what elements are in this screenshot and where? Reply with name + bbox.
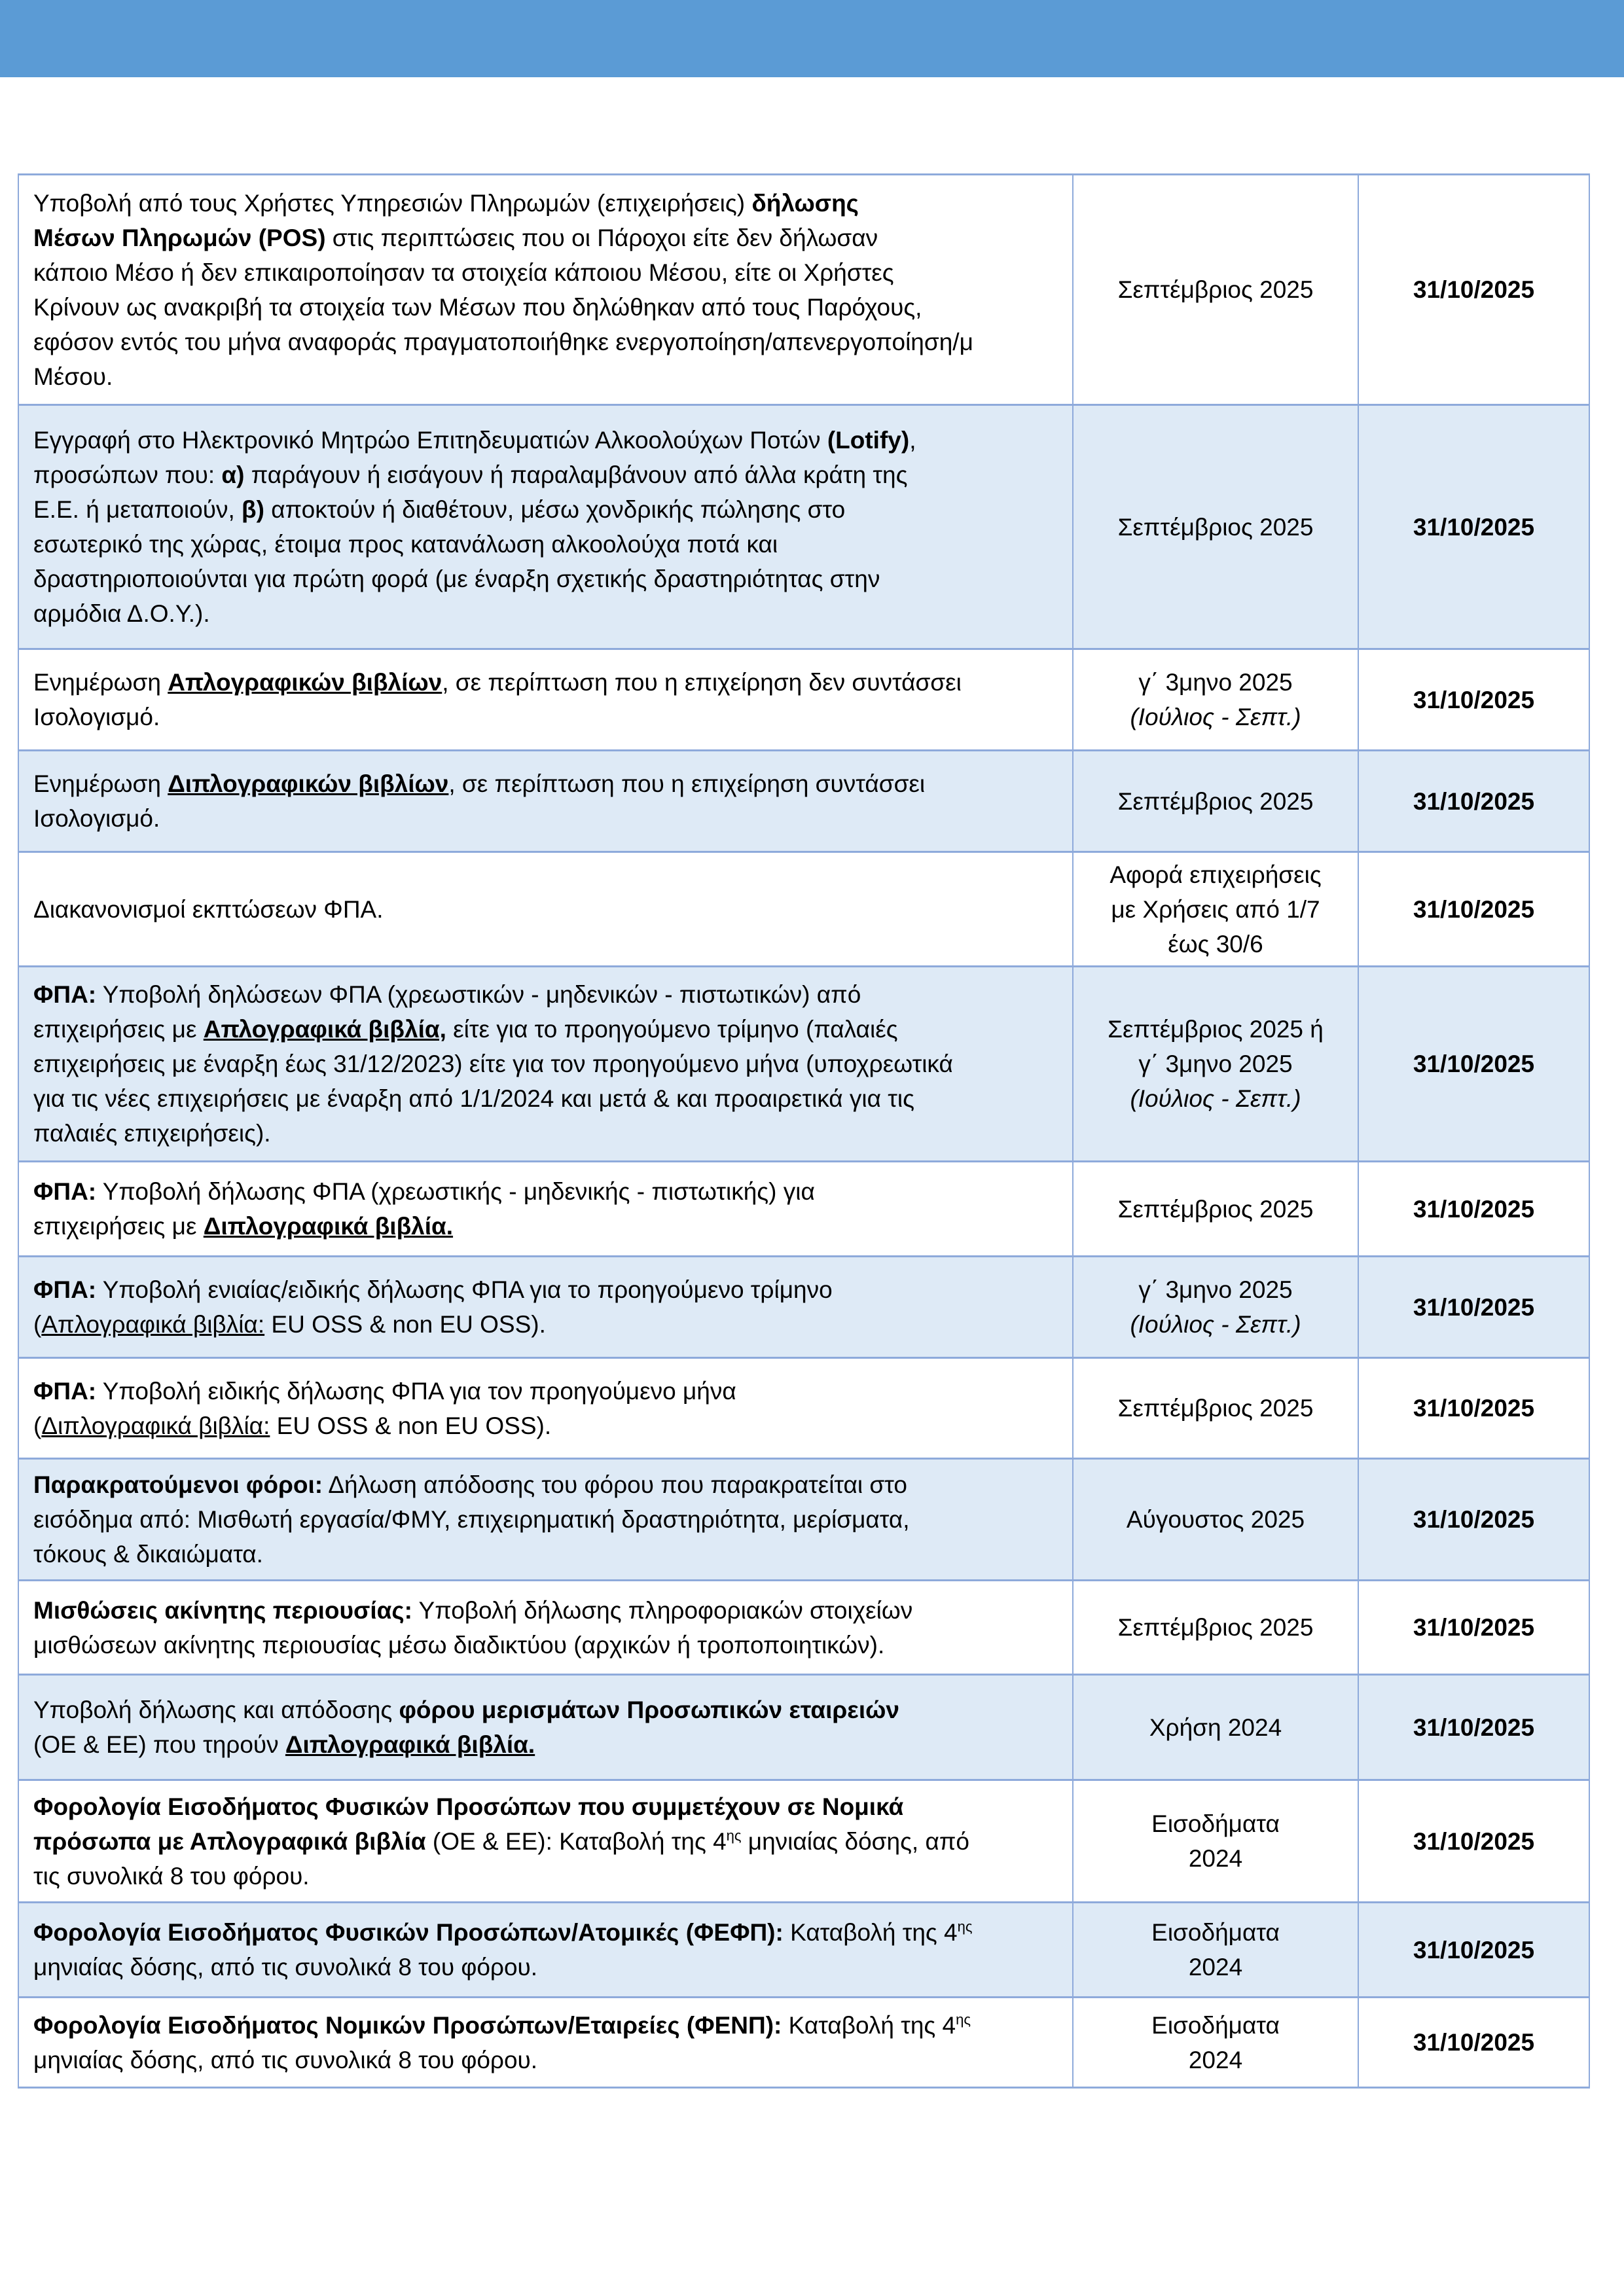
description-line: [33, 2043, 1058, 2077]
text-run: κάποιο Μέσο ή δεν επικαιροποίησαν τα στοιχεία κάποιου Μέσου, είτε οι Χρήστες: [33, 259, 894, 286]
table-row: [18, 1581, 1589, 1675]
description-line: [33, 290, 1058, 325]
text-run: Καταβολή της 4: [782, 2011, 956, 2039]
period-line: Σεπτέμβριος 2025: [1117, 787, 1314, 815]
table-row: [18, 1257, 1589, 1358]
obligation-description: [18, 1358, 1073, 1459]
text-run: στις περιπτώσεις που οι Πάροχοι είτε δεν δήλωσαν: [325, 224, 878, 251]
table-row: [18, 1998, 1589, 2088]
text-run: Φορολογία Εισοδήματος Φυσικών Προσώπων/Ατομικές (ΦΕΦΠ):: [33, 1919, 784, 1946]
description-line: [33, 325, 1058, 359]
reference-period: [1073, 405, 1358, 649]
description-line: [33, 801, 1058, 836]
text-run: επιχειρήσεις με έναρξη έως 31/12/2023) είτε για τον προηγούμενο μήνα (υποχρεωτικά: [33, 1050, 953, 1077]
text-run: (ΟΕ & ΕΕ): Καταβολή της 4: [425, 1827, 727, 1855]
text-run: Υποβολή δήλωσης ΦΠΑ (χρεωστικής - μηδενικής - πιστωτικής) για: [96, 1178, 815, 1205]
obligation-description: [18, 1459, 1073, 1581]
description-line: [33, 1628, 1058, 1662]
description-line: [33, 1272, 1058, 1307]
period-line: Σεπτέμβριος 2025: [1117, 1395, 1314, 1422]
description-line: [33, 221, 1058, 255]
deadline-date: 31/10/2025: [1358, 1780, 1589, 1903]
period-line: (Ιούλιος - Σεπτ.): [1130, 1085, 1301, 1112]
period-line: Εισοδήματα: [1151, 1810, 1280, 1837]
text-run: Διπλογραφικά βιβλία.: [203, 1213, 454, 1240]
period-line: Εισοδήματα: [1151, 1919, 1280, 1946]
period-line: (Ιούλιος - Σεπτ.): [1130, 1311, 1301, 1338]
deadline-date: 31/10/2025: [1358, 405, 1589, 649]
text-run: μηνιαίας δόσης, από: [741, 1827, 969, 1855]
period-line: 2024: [1188, 1845, 1243, 1872]
table-row: [18, 751, 1589, 852]
text-run: ΦΠΑ:: [33, 1377, 97, 1405]
obligation-description: [18, 405, 1073, 649]
text-run: δήλωσης: [751, 189, 859, 217]
description-line: [33, 1915, 1058, 1950]
text-run: Διακανονισμοί εκπτώσεων ΦΠΑ.: [33, 895, 384, 923]
reference-period: [1073, 1459, 1358, 1581]
text-run: Φορολογία Εισοδήματος Νομικών Προσώπων/Εταιρείες (ΦΕΝΠ):: [33, 2011, 782, 2039]
header-band: [0, 0, 1624, 77]
text-run: β): [242, 496, 264, 523]
description-line: [33, 1116, 1058, 1151]
period-line: Σεπτέμβριος 2025: [1117, 513, 1314, 541]
text-run: δραστηριοποιούνται για πρώτη φορά (με έναρξη σχετικής δραστηριότητας στην: [33, 565, 880, 592]
text-run: ,: [909, 427, 916, 454]
description-line: [33, 892, 1058, 927]
text-run: μηνιαίας δόσης, από τις συνολικά 8 του φόρου.: [33, 2046, 538, 2073]
text-run: Υποβολή δηλώσεων ΦΠΑ (χρεωστικών - μηδενικών - πιστωτικών) από: [96, 981, 861, 1008]
period-line: Αύγουστος 2025: [1126, 1506, 1305, 1533]
text-run: Υποβολή δήλωσης πληροφοριακών στοιχείων: [412, 1596, 913, 1624]
superscript: ης: [726, 1827, 742, 1844]
text-run: (ΟΕ & ΕΕ) που τηρούν: [33, 1731, 285, 1758]
text-run: Απλογραφικά βιβλία:: [41, 1311, 265, 1338]
period-line: με Χρήσεις από 1/7: [1111, 895, 1320, 923]
text-run: EU OSS & non EU OSS).: [264, 1311, 546, 1338]
table-row: [18, 1780, 1589, 1903]
text-run: , σε περίπτωση που η επιχείρηση συντάσσει: [448, 770, 926, 797]
text-run: πρόσωπα με Απλογραφικά βιβλία: [33, 1827, 426, 1855]
table-row: [18, 1675, 1589, 1780]
period-line: Αφορά επιχειρήσεις: [1110, 861, 1322, 888]
description-line: [33, 527, 1058, 562]
description-line: [33, 596, 1058, 631]
deadline-date: 31/10/2025: [1358, 751, 1589, 852]
description-line: [33, 1012, 1058, 1047]
description-line: [33, 2008, 1058, 2043]
reference-period: [1073, 852, 1358, 967]
text-run: Υποβολή ενιαίας/ειδικής δήλωσης ΦΠΑ για το προηγούμενο τρίμηνο: [96, 1276, 833, 1303]
text-run: Μέσων Πληρωμών (POS): [33, 224, 326, 251]
description-line: [33, 1374, 1058, 1408]
superscript: ης: [956, 2011, 971, 2028]
text-run: α): [221, 461, 245, 488]
text-run: φόρου μερισμάτων Προσωπικών εταιρειών: [399, 1696, 899, 1723]
description-line: [33, 186, 1058, 221]
period-line: Χρήση 2024: [1149, 1713, 1282, 1741]
text-run: Μισθώσεις ακίνητης περιουσίας:: [33, 1596, 412, 1624]
text-run: Μέσου.: [33, 363, 113, 390]
deadline-date: 31/10/2025: [1358, 175, 1589, 405]
text-run: παλαιές επιχειρήσεις).: [33, 1120, 271, 1147]
period-line: Σεπτέμβριος 2025 ή: [1108, 1016, 1324, 1043]
text-run: EU OSS & non EU OSS).: [270, 1412, 552, 1439]
text-run: Απλογραφικά βιβλία,: [203, 1016, 446, 1043]
text-run: Ισολογισμό.: [33, 805, 160, 832]
deadline-date: 31/10/2025: [1358, 1998, 1589, 2088]
deadline-date: 31/10/2025: [1358, 1257, 1589, 1358]
text-run: Παρακρατούμενοι φόροι:: [33, 1471, 323, 1498]
period-line: γ΄ 3μηνο 2025: [1138, 1276, 1293, 1303]
tax-deadlines-table: [18, 173, 1590, 2089]
text-run: Καταβολή της 4: [783, 1919, 958, 1946]
description-line: [33, 665, 1058, 700]
text-run: ΦΠΑ:: [33, 1178, 97, 1205]
reference-period: [1073, 1162, 1358, 1257]
table-row: [18, 1358, 1589, 1459]
text-run: μηνιαίας δόσης, από τις συνολικά 8 του φόρου.: [33, 1954, 538, 1981]
description-line: [33, 1950, 1058, 1984]
obligation-description: [18, 751, 1073, 852]
table-row: [18, 405, 1589, 649]
text-run: ΦΠΑ:: [33, 1276, 97, 1303]
text-run: Διπλογραφικά βιβλία.: [285, 1731, 535, 1758]
text-run: Ισολογισμό.: [33, 704, 160, 730]
superscript: ης: [957, 1918, 973, 1935]
description-line: [33, 1537, 1058, 1571]
obligation-description: [18, 852, 1073, 967]
description-line: [33, 700, 1058, 734]
description-line: [33, 1727, 1058, 1762]
text-run: προσώπων που:: [33, 461, 222, 488]
deadline-date: 31/10/2025: [1358, 1358, 1589, 1459]
reference-period: [1073, 1675, 1358, 1780]
period-line: Εισοδήματα: [1151, 2011, 1280, 2039]
obligation-description: [18, 1903, 1073, 1998]
deadline-date: 31/10/2025: [1358, 1459, 1589, 1581]
text-run: Εγγραφή στο Ηλεκτρονικό Μητρώο Επιτηδευματιών Αλκοολούχων Ποτών: [33, 427, 827, 454]
reference-period: [1073, 649, 1358, 751]
text-run: επιχειρήσεις με: [33, 1213, 204, 1240]
deadline-date: 31/10/2025: [1358, 852, 1589, 967]
text-run: τις συνολικά 8 του φόρου.: [33, 1862, 310, 1890]
text-run: Απλογραφικών βιβλίων: [168, 669, 442, 696]
reference-period: [1073, 751, 1358, 852]
description-line: [33, 1467, 1058, 1502]
text-run: Κρίνουν ως ανακριβή τα στοιχεία των Μέσων που δηλώθηκαν από τους Παρόχους,: [33, 293, 922, 321]
description-line: [33, 1209, 1058, 1244]
table-row: [18, 967, 1589, 1162]
text-run: παράγουν ή εισάγουν ή παραλαμβάνουν από άλλα κράτη της: [244, 461, 908, 488]
description-line: [33, 766, 1058, 801]
text-run: Ενημέρωση: [33, 669, 168, 696]
text-run: Ε.Ε. ή μεταποιούν,: [33, 496, 242, 523]
text-run: εισόδημα από: Μισθωτή εργασία/ΦΜΥ, επιχειρηματική δραστηριότητα, μερίσματα,: [33, 1506, 910, 1533]
description-line: [33, 1693, 1058, 1727]
obligation-description: [18, 1162, 1073, 1257]
reference-period: [1073, 1780, 1358, 1903]
description-line: [33, 1789, 1058, 1824]
obligation-description: [18, 1257, 1073, 1358]
reference-period: [1073, 967, 1358, 1162]
description-line: [33, 1824, 1058, 1859]
text-run: , σε περίπτωση που η επιχείρηση δεν συντάσσει: [442, 669, 962, 696]
period-line: (Ιούλιος - Σεπτ.): [1130, 704, 1301, 730]
table-row: [18, 649, 1589, 751]
table-row: [18, 1459, 1589, 1581]
description-line: [33, 977, 1058, 1012]
text-run: αποκτούν ή διαθέτουν, μέσω χονδρικής πώλησης στο: [264, 496, 846, 523]
obligation-description: [18, 967, 1073, 1162]
text-run: Ενημέρωση: [33, 770, 168, 797]
period-line: γ΄ 3μηνο 2025: [1138, 1050, 1293, 1077]
period-line: γ΄ 3μηνο 2025: [1138, 669, 1293, 696]
obligation-description: [18, 1998, 1073, 2088]
description-line: [33, 1502, 1058, 1537]
deadline-date: 31/10/2025: [1358, 1581, 1589, 1675]
text-run: επιχειρήσεις με: [33, 1016, 204, 1043]
description-line: [33, 1593, 1058, 1628]
description-line: [33, 1081, 1058, 1116]
text-run: Υποβολή ειδικής δήλωσης ΦΠΑ για τον προηγούμενο μήνα: [96, 1377, 736, 1405]
reference-period: [1073, 1998, 1358, 2088]
text-run: αρμόδια Δ.Ο.Υ.).: [33, 600, 210, 627]
text-run: (: [33, 1311, 42, 1338]
deadline-date: 31/10/2025: [1358, 967, 1589, 1162]
text-run: για τις νέες επιχειρήσεις με έναρξη από 1/1/2024 και μετά & και προαιρετικά για τις: [33, 1085, 914, 1112]
text-run: Φορολογία Εισοδήματος Φυσικών Προσώπων που συμμετέχουν σε Νομικά: [33, 1793, 904, 1820]
reference-period: [1073, 1257, 1358, 1358]
obligation-description: [18, 649, 1073, 751]
period-line: έως 30/6: [1168, 930, 1263, 958]
obligation-description: [18, 1581, 1073, 1675]
text-run: Διπλογραφικά βιβλία:: [41, 1412, 270, 1439]
description-line: [33, 1859, 1058, 1893]
text-run: (: [33, 1412, 42, 1439]
description-line: [33, 492, 1058, 527]
text-run: Δήλωση απόδοσης του φόρου που παρακρατείται στο: [323, 1471, 907, 1498]
period-line: 2024: [1188, 2046, 1243, 2073]
description-line: [33, 255, 1058, 290]
description-line: [33, 1307, 1058, 1342]
text-run: μισθώσεων ακίνητης περιουσίας μέσω διαδικτύου (αρχικών ή τροποποιητικών).: [33, 1631, 885, 1659]
deadline-date: 31/10/2025: [1358, 1162, 1589, 1257]
description-line: [33, 1174, 1058, 1209]
obligation-description: [18, 1780, 1073, 1903]
obligation-description: [18, 1675, 1073, 1780]
text-run: Διπλογραφικών βιβλίων: [168, 770, 449, 797]
reference-period: [1073, 1358, 1358, 1459]
table-row: [18, 1903, 1589, 1998]
table-body: [18, 175, 1589, 2088]
text-run: τόκους & δικαιώματα.: [33, 1541, 263, 1568]
description-line: [33, 423, 1058, 457]
period-line: Σεπτέμβριος 2025: [1117, 1614, 1314, 1641]
table-row: [18, 175, 1589, 405]
text-run: Υποβολή δήλωσης και απόδοσης: [33, 1696, 399, 1723]
table-row: [18, 852, 1589, 967]
text-run: εσωτερικό της χώρας, έτοιμα προς κατανάλωση αλκοολούχα ποτά και: [33, 531, 778, 558]
reference-period: [1073, 1581, 1358, 1675]
period-line: 2024: [1188, 1954, 1243, 1981]
text-run: Υποβολή από τους Χρήστες Υπηρεσιών Πληρωμών (επιχειρήσεις): [33, 189, 752, 217]
reference-period: [1073, 1903, 1358, 1998]
period-line: Σεπτέμβριος 2025: [1117, 276, 1314, 303]
reference-period: [1073, 175, 1358, 405]
obligation-description: [18, 175, 1073, 405]
description-line: [33, 457, 1058, 492]
period-line: Σεπτέμβριος 2025: [1117, 1195, 1314, 1223]
table-row: [18, 1162, 1589, 1257]
description-line: [33, 359, 1058, 394]
description-line: [33, 1047, 1058, 1081]
deadline-date: 31/10/2025: [1358, 649, 1589, 751]
description-line: [33, 1408, 1058, 1443]
text-run: εφόσον εντός του μήνα αναφοράς πραγματοποιήθηκε ενεργοποίηση/απενεργοποίηση/μ: [33, 328, 973, 355]
text-run: είτε για το προηγούμενο τρίμηνο (παλαιές: [446, 1016, 898, 1043]
description-line: [33, 562, 1058, 596]
deadline-date: 31/10/2025: [1358, 1903, 1589, 1998]
text-run: (Lotify): [827, 427, 910, 454]
deadline-date: 31/10/2025: [1358, 1675, 1589, 1780]
text-run: ΦΠΑ:: [33, 981, 97, 1008]
